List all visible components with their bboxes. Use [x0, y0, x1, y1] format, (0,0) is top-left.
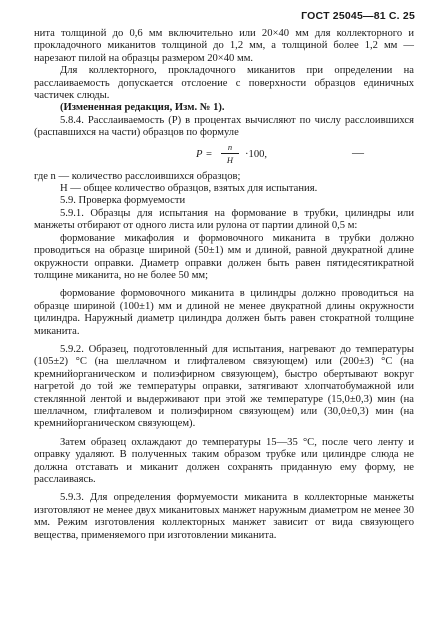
paragraph-5-8-4: 5.8.4. Расслаиваемость (P) в процентах вычисляют по числу расслоившихся (распавшихся на части) образцов по формуле [34, 114, 414, 139]
paragraph-5-9-1: 5.9.1. Образцы для испытания на формование в трубки, цилиндры или манжеты отбирают от одного листа или рулона от партии длиной 0,5 м: [34, 207, 414, 232]
formula-where-h: H — общее количество образцов, взятых для испытания. [60, 183, 318, 195]
fraction-bar [221, 153, 239, 154]
paragraph-5-9-3: 5.9.3. Для определения формуемости миканита в коллекторные манжеты изготовляют не менее двух миканитовых манжет наружным диаметром не менее 30 мм. Режим изготовления коллекторных манжет зависит от вида связующего вещества, применяемого при изготовлении миканита. [34, 492, 414, 541]
formula-denominator: H [226, 154, 234, 165]
document-body [34, 28, 414, 542]
formula-mark: — [352, 144, 364, 159]
page-header: ГОСТ 25045—81 С. 25 [301, 10, 415, 22]
paragraph-cooling: Затем образец охлаждают до температуры 15—35 °С, после чего ленту и оправку удаляют. В полученных таким образом трубке или цилиндре слюда не должна отставать и миканит должен сохранять приданную ему форму, не расслаиваясь. [34, 436, 414, 485]
paragraph-collector-note: Для коллекторного, прокладочного миканитов при определении на расслаиваемость допускается отслоение с поверхности образцов единичных частичек слюды. [34, 65, 414, 102]
amendment-note: (Измененная редакция, Изм. № 1). [60, 102, 225, 114]
paragraph-mica-cylinders: формование формовочного миканита в цилиндры должно проводиться на образце шириной (100±1) мм и длиной не менее двукратной длины окружности цилиндра. Наружный диаметр цилиндра должен быть равен стократной толщине миканита. [34, 288, 414, 337]
section-5-9-heading: 5.9. Проверка формуемости [60, 195, 186, 207]
formula-rhs: ·100, [245, 148, 268, 160]
formula-numerator: n [227, 141, 233, 152]
paragraph-continuation: нита толщиной до 0,6 мм включительно или 20×40 мм для коллекторного и прокладочного миканитов толщиной до 1,2 мм, а толщиной более 1,2 мм — нарезают пилой на образцы размером 20×40 мм. [34, 28, 414, 64]
formula-fraction [220, 142, 240, 165]
paragraph-mica-tubes: формование микафолия и формовочного миканита в трубки должно проводиться на образце шириной (50±1) мм и длиной, равной двукратной длине окружности оправки. Диаметр оправки должен быть равен пятидесятикратной толщине миканита, но не более 50 мм; [34, 232, 414, 281]
formula-equals: = [206, 148, 212, 160]
formula-lhs: P [196, 148, 203, 160]
formula-where-n: где n — количество расслоившихся образцов; [34, 170, 241, 182]
formula [34, 142, 414, 168]
paragraph-5-9-2: 5.9.2. Образец, подготовленный для испытания, нагревают до температуры (105±2) °С (на шеллачном и глифталевом связующем) или (200±3) °С (на кремнийорганическом и полиэфирном связующем), быстро обертывают вокруг нагретой до той же температуры оправки, затягивают хлопчатобумажной или стеклянной лентой и выдерживают при этой же температуре (15,0±0,3) мин (на шеллачном, глифталевом и полиэфирном связующем) или (30,0±0,3) мин (на кремнийорганическом связующем). [34, 343, 414, 430]
